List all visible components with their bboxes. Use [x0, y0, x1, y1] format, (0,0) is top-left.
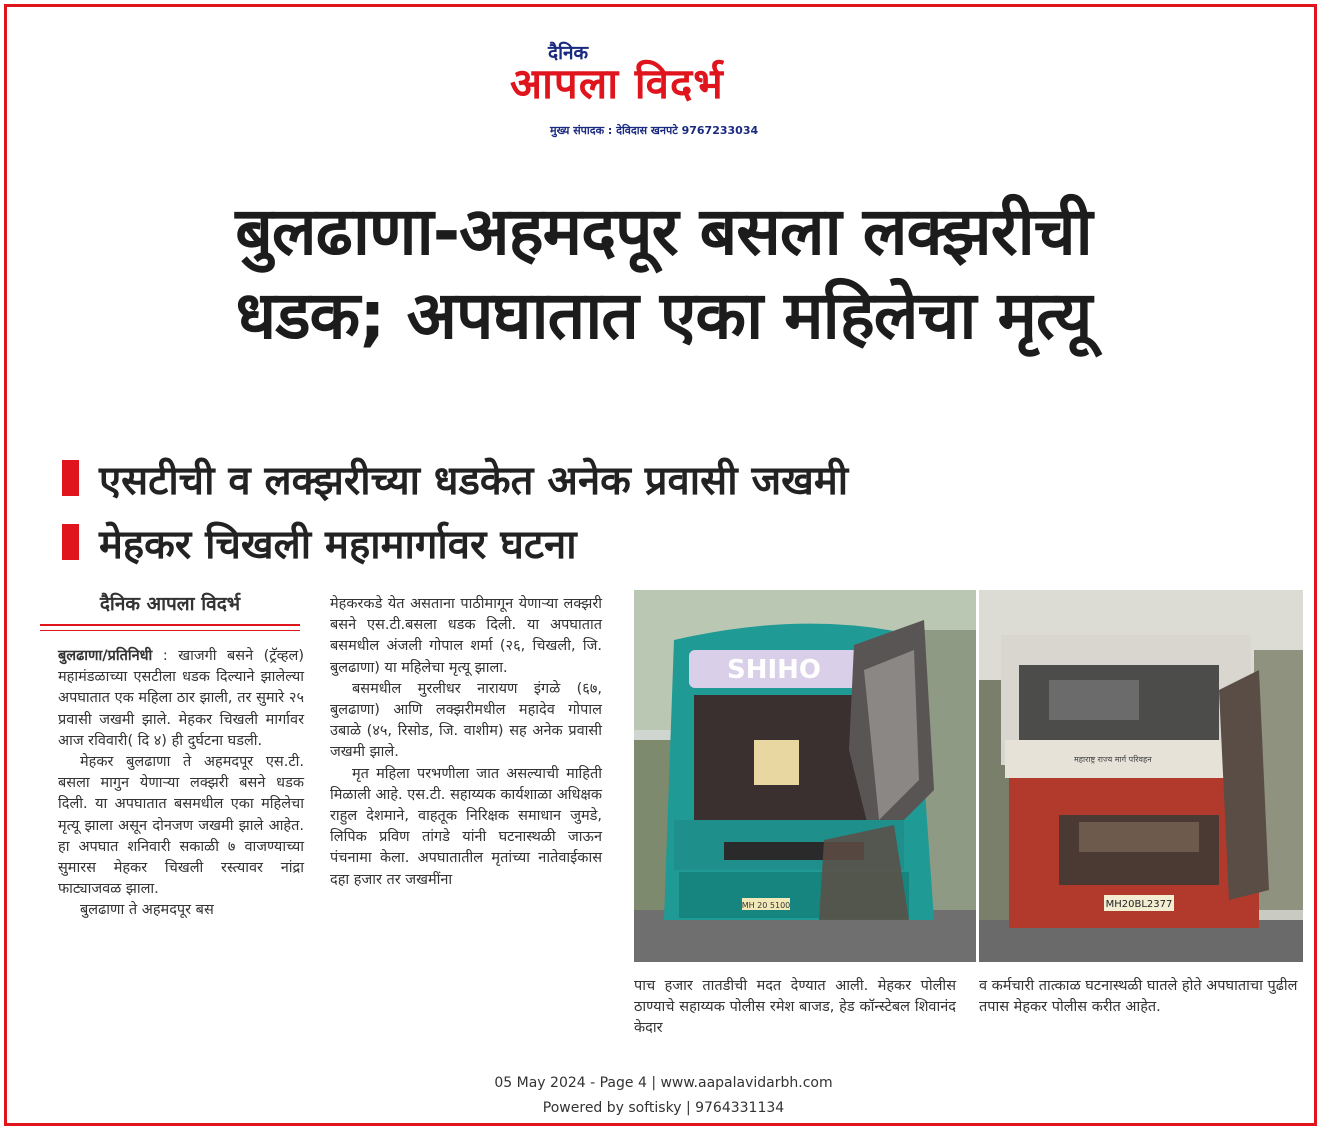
caption-right: व कर्मचारी तात्काळ घटनास्थळी घातले होते अपघाताचा पुढील तपास मेहकर पोलीस करीत आहेत. [979, 978, 1298, 1016]
paragraph [58, 646, 304, 752]
masthead-small: दैनिक [548, 42, 589, 64]
footer-powered-by: Powered by softisky | 9764331134 [542, 1100, 785, 1116]
masthead-title: आपला विदर्भ [510, 59, 724, 108]
photo-st-bus [979, 590, 1303, 962]
paragraph-text: : खाजगी बसने (ट्रॅव्हल) महामंडळाच्या एसटीला धडक दिल्याने झालेल्या अपघातात एक महिला ठार झाली, तर सुमारे २५ प्रवासी जखमी झाले. मेहकर चिखली मार्गावर आज रविवारी( दि ४) ही दुर्घटना घडली. [58, 648, 304, 749]
bus-banner: महाराष्ट्र राज्य मार्ग परिवहन [1074, 755, 1152, 764]
bullet-marker [62, 460, 79, 496]
paragraph: बसमधील मुरलीधर नारायण इंगळे (६७, बुलढाणा) आणि लक्झरीमधील महादेव गोपाल उबाळे (४५, रिसोड, जि. वाशीम) सह अनेक प्रवासी जखमी झाले. [330, 680, 602, 761]
headline-line-2: धडक; अपघातात एका महिलेचा मृत्यू [235, 277, 1092, 355]
bus-plate: MH 20 5100 [741, 901, 791, 910]
paragraph: मेहकर बुलढाणा ते अहमदपूर एस.टी. बसला मागुन येणाऱ्या लक्झरी बसने धडक दिली. या अपघातात बसमधील एका महिलेचा मृत्यू झाला असून दोनजण जखमी झाले आहेत. हा अपघात शनिवारी सकाळी ७ वाजण्याच्या सुमारस मेहकर चिखली रस्त्यावर नांद्रा फाट्याजवळ झाला. [58, 754, 304, 898]
bus-rear-image [979, 590, 1303, 962]
bus-plate: MH20BL2377 [1105, 899, 1173, 910]
article-column-2 [330, 594, 602, 891]
footer-date-line: 05 May 2024 - Page 4 | www.aapalavidarbh.com [494, 1075, 833, 1091]
paragraph: बुलढाणा ते अहमदपूर बस [80, 902, 214, 919]
byline-box [40, 590, 300, 631]
byline-rule [40, 624, 300, 626]
subhead-2 [62, 516, 577, 568]
dateline: बुलढाणा/प्रतिनिधी [58, 648, 153, 664]
caption-left: पाच हजार तातडीची मदत देण्यात आली. मेहकर पोलीस ठाण्याचे सहाय्यक पोलीस रमेश बाजड, हेड कॉन्स्टेबल शिवानंद केदार [634, 978, 956, 1037]
bullet-marker [62, 524, 79, 560]
headline [40, 190, 1287, 359]
subhead-1 [62, 452, 848, 504]
byline: दैनिक आपला विदर्भ [99, 593, 241, 615]
headline-line-1: बुलढाणा-अहमदपूर बसला लक्झरीची [235, 193, 1092, 270]
paragraph: मेहकरकडे येत असताना पाठीमागून येणाऱ्या लक्झरी बसने एस.टी.बसला धडक दिली. या अपघातात बसमधील अंजली गोपाल शर्मा (२६, चिखली, जि. बुलढाणा) या महिलेचा मृत्यू झाला. [330, 596, 602, 676]
bus-front-image [634, 590, 976, 962]
byline-rule-thin [40, 630, 300, 631]
paragraph: मृत महिला परभणीला जात असल्याची माहिती मिळाली आहे. एस.टी. सहाय्यक कार्यशाळा अधिक्षक राहुल देशमाने, वाहतूक निरिक्षक समाधान जुमडे, लिपिक प्रविण तांगडे यांनी घटनास्थळी जाऊन पंचनामा केला. अपघातातील मृतांच्या नातेवाईकास दहा हजार तर जखमींना [330, 765, 602, 888]
masthead-editor: मुख्य संपादक : देविदास खनपटे 9767233034 [550, 124, 759, 137]
subhead-1-text: एसटीची व लक्झरीच्या धडकेत अनेक प्रवासी जखमी [99, 457, 849, 504]
photo-luxury-bus [634, 590, 976, 962]
bus-sign: SHIHO [726, 655, 822, 685]
subhead-2-text: मेहकर चिखली महामार्गावर घटना [99, 521, 577, 568]
article-column-1 [58, 646, 304, 922]
